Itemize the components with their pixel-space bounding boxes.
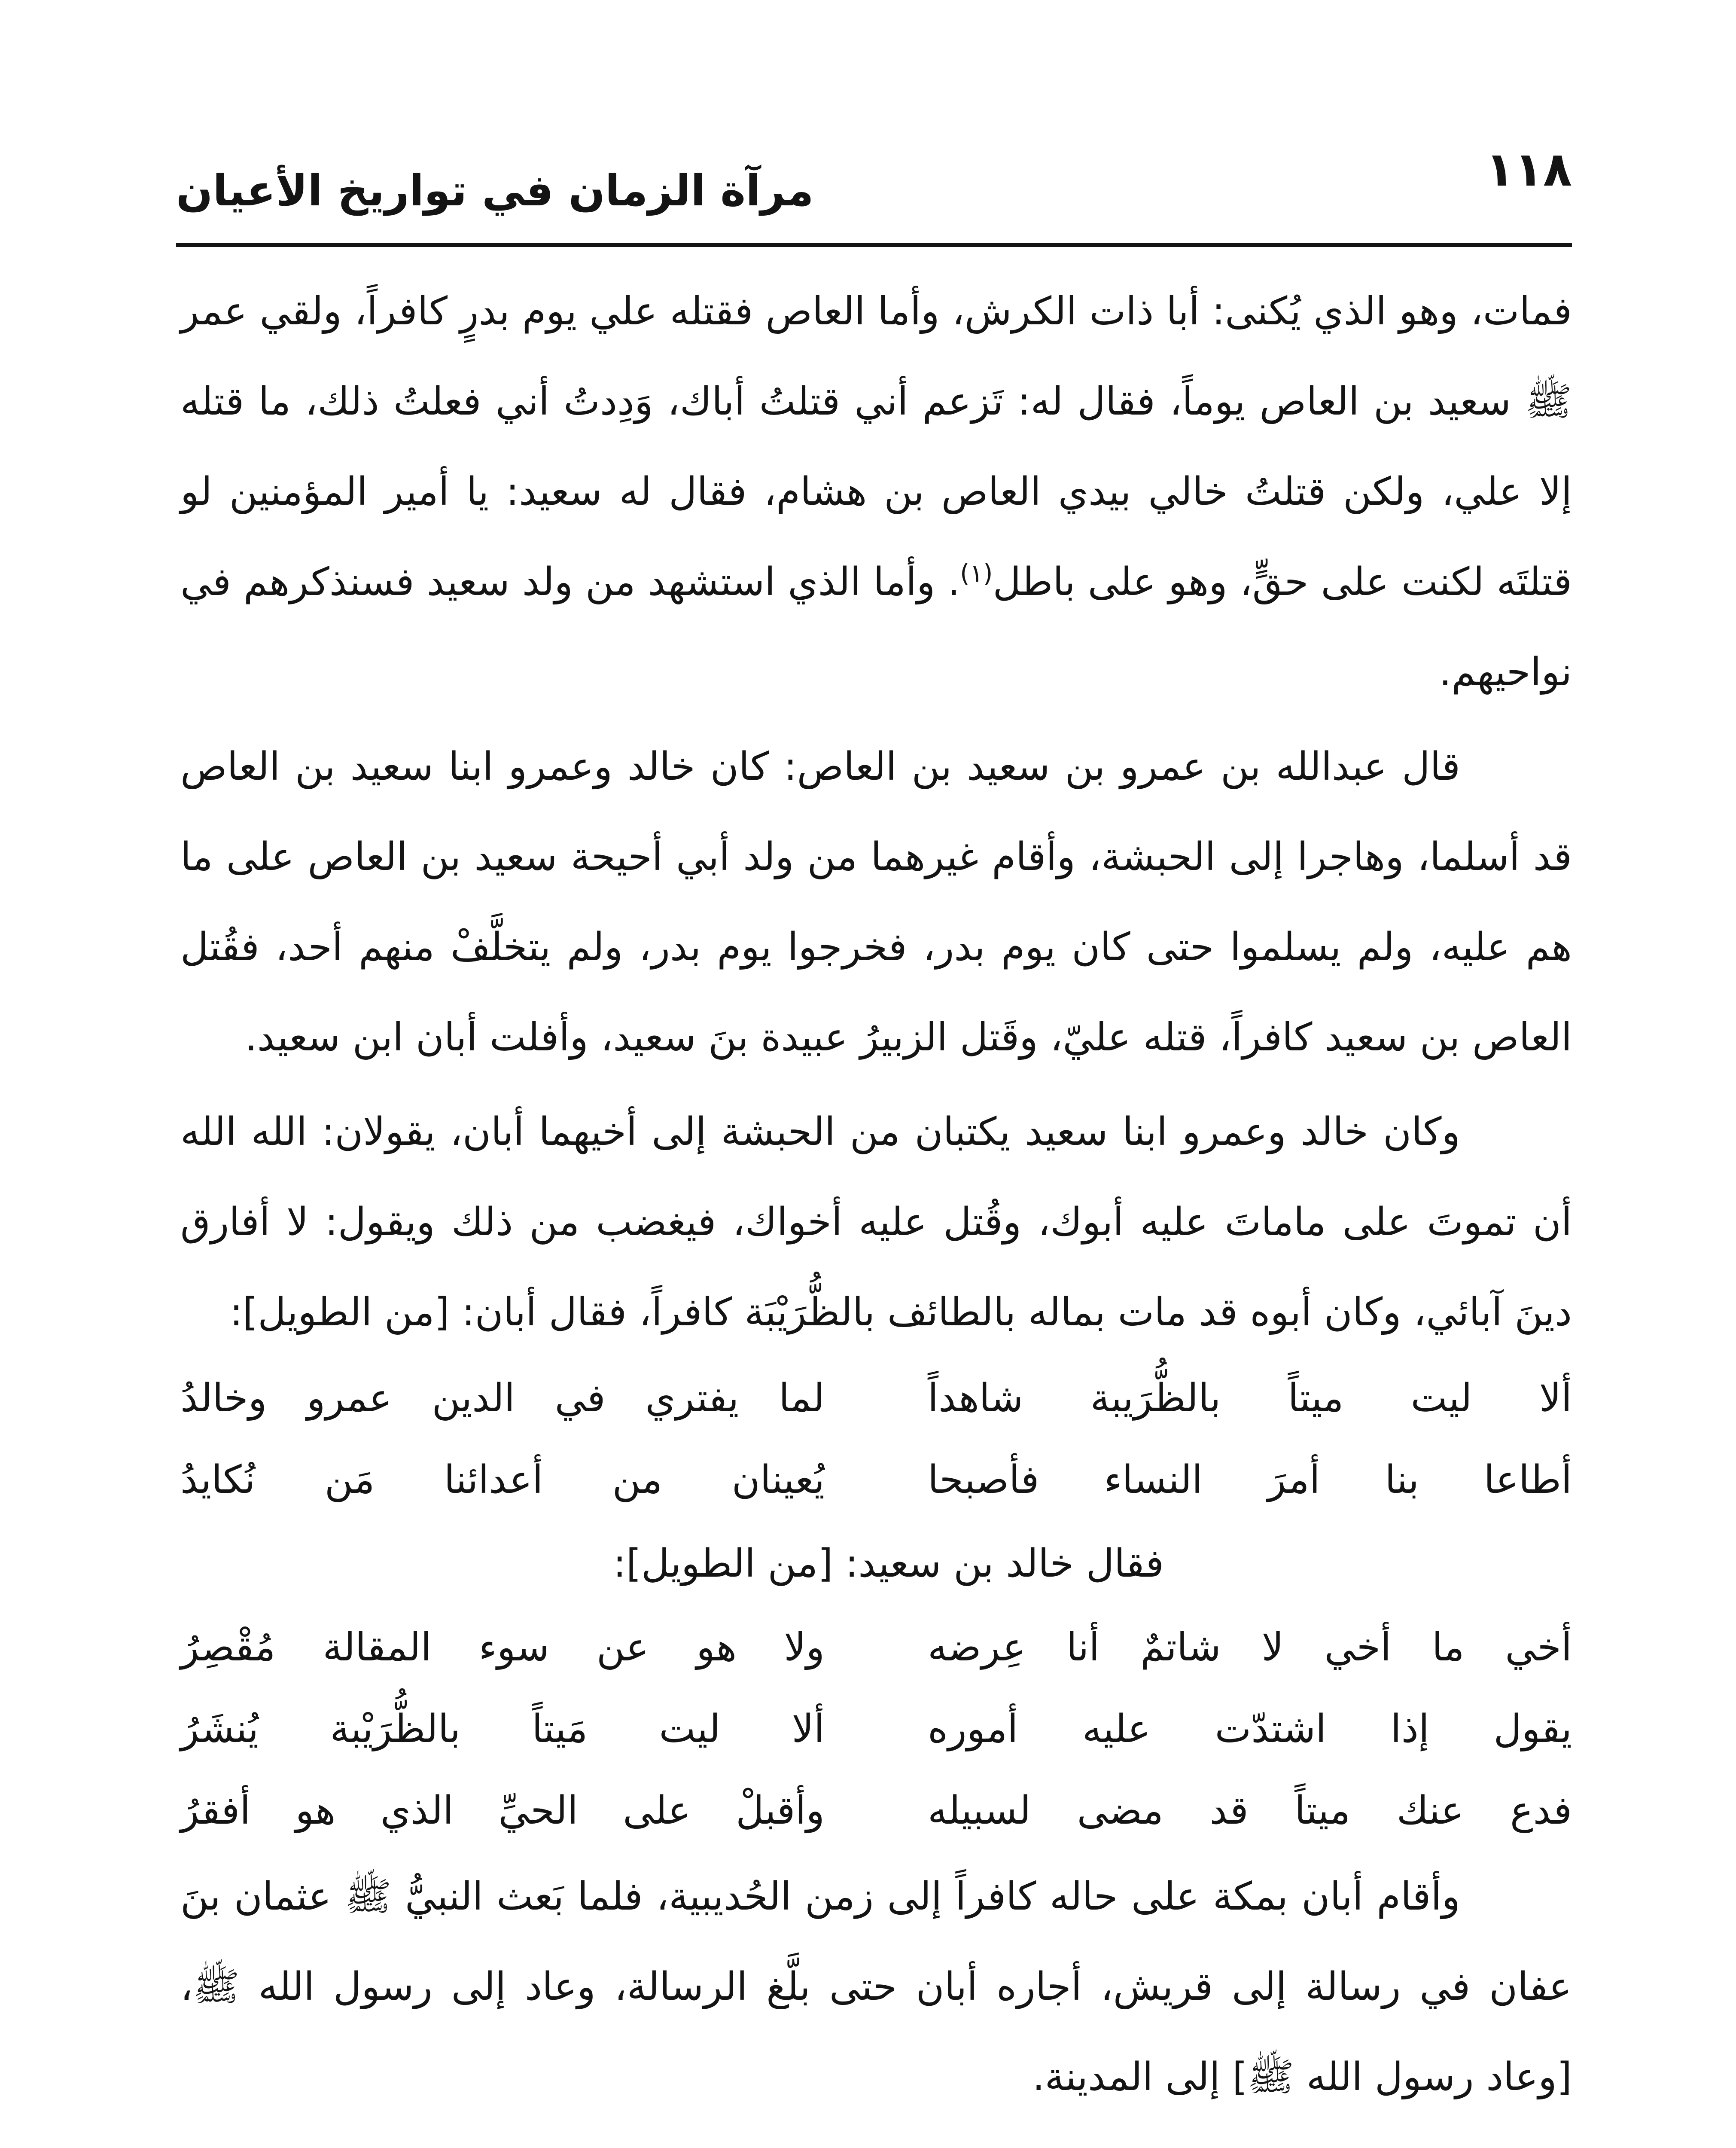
- verse-line: [180, 1439, 1572, 1521]
- verse-second-hemistich: يُعينان من أعدائنا مَن نُكايدُ: [180, 1457, 825, 1502]
- book-title: مرآة الزمان في تواريخ الأعيان: [176, 165, 814, 216]
- paragraph-3: وكان خالد وعمرو ابنا سعيد يكتبان من الحبشة إلى أخيهما أبان، يقولان: الله الله أن تموتَ على ماماتَ عليه أبوك، وقُتل عليه أخواك، فيغضب من ذلك ويقول: لا أفارق دينَ آبائي، وكان أبوه قد مات بماله بالطائف بالظُّرَيْبَة كافراً، فقال أبان: [من الطويل]:: [180, 1109, 1572, 1335]
- page-number: ١١٨: [1485, 142, 1572, 197]
- poem-2-intro: فقال خالد بن سعيد: [من الطويل]:: [613, 1541, 1164, 1586]
- paragraph-1-text: فمات، وهو الذي يُكنى: أبا ذات الكرش، وأما العاص فقتله علي يوم بدرٍ كافراً، ولقي عمر ﷺ سعيد بن العاص يوماً، فقال له: تَزعم أني قتلتُ أباك، وَدِدتُ أني فعلتُ ذلك، ما قتله إلا علي، ولكن قتلتُ خالي بيدي العاص بن هشام، فقال له سعيد: يا أمير المؤمنين لو قتلتَه لكنت على حقٍّ، وهو على باطل: [180, 289, 1572, 604]
- verse-first-hemistich: أخي ما أخي لا شاتمٌ أنا عِرضه: [928, 1625, 1572, 1670]
- verse-line: [180, 1770, 1572, 1852]
- verse-line: [180, 1607, 1572, 1688]
- paragraph-1-continuation: . وأما الذي استشهد من ولد سعيد فسنذكرهم في نواحيهم.: [180, 559, 1572, 695]
- verse-second-hemistich: ألا ليت مَيتاً بالظُّرَيْبة يُنشَرُ: [180, 1706, 825, 1751]
- paragraph-1: [180, 266, 1572, 717]
- verse-second-hemistich: لما يفتري في الدين عمرو وخالدُ: [180, 1376, 825, 1421]
- paragraph-2: قال عبدالله بن عمرو بن سعيد بن العاص: كان خالد وعمرو ابنا سعيد بن العاص قد أسلما، وهاجرا إلى الحبشة، وأقام غيرهما من ولد أبي أحيحة سعيد بن العاص على ما هم عليه، ولم يسلموا حتى كان يوم بدر، فخرجوا يوم بدر، ولم يتخلَّفْ منهم أحد، فقُتل العاص بن سعيد كافراً، قتله عليّ، وقَتل الزبيرُ عبيدة بنَ سعيد، وأفلت أبان ابن سعيد.: [180, 744, 1572, 1060]
- verse-line: [180, 1688, 1572, 1770]
- running-header: [176, 142, 1572, 241]
- verse-first-hemistich: يقول إذا اشتدّت عليه أموره: [928, 1706, 1572, 1751]
- verse-second-hemistich: ولا هو عن سوء المقالة مُقْصِرُ: [180, 1625, 825, 1670]
- verse-first-hemistich: أطاعا بنا أمرَ النساء فأصبحا: [928, 1457, 1572, 1502]
- main-text: [180, 266, 1572, 2122]
- poem-1: [180, 1358, 1572, 1521]
- footnote-reference: (١): [960, 558, 993, 588]
- verse-second-hemistich: وأقبلْ على الحيِّ الذي هو أفقرُ: [180, 1788, 825, 1833]
- verse-first-hemistich: فدع عنك ميتاً قد مضى لسبيله: [928, 1788, 1572, 1833]
- verse-line: [180, 1358, 1572, 1439]
- verse-first-hemistich: ألا ليت ميتاً بالظُّرَيبة شاهداً: [928, 1376, 1572, 1421]
- poem-2: [180, 1607, 1572, 1852]
- header-rule: [176, 243, 1572, 247]
- paragraph-5: وأقام أبان بمكة على حاله كافراً إلى زمن الحُديبية، فلما بَعث النبيُّ ﷺ عثمان بنَ عفان في رسالة إلى قريش، أجاره أبان حتى بلَّغ الرسالة، وعاد إلى رسول الله ﷺ، [وعاد رسول الله ﷺ] إلى المدينة.: [180, 1874, 1572, 2099]
